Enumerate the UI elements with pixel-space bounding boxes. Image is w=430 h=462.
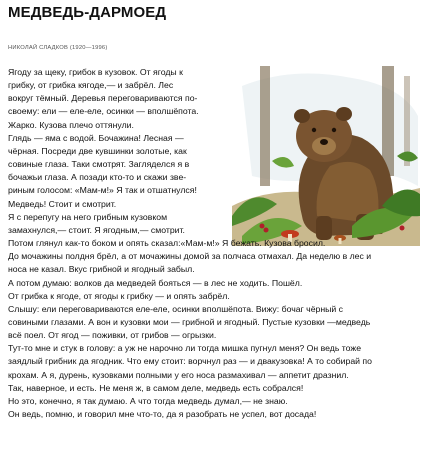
story-line: крохам. А я, дурень, кузовками полными у его носа размахивал — аппетит дразнил. <box>8 369 349 380</box>
story-line: грибку, от грибка кягоде,— и забрёл. Лес <box>8 80 174 91</box>
story-line: совиными глазами. А вон и кузовки мои — грибной и ягодный. Пустые кузовки —медведь <box>8 316 371 327</box>
story-line: риным голосом: «Мам-м!» Я так и отшатнулся! <box>8 185 197 196</box>
story-line: Ягоду за щеку, грибок в кузовок. От ягоды к <box>8 67 183 77</box>
story-line: замахнулся,— стоит. Я ягодным,— смотрит. <box>8 224 185 235</box>
story-line: совиные глаза. Таки смотрят. Загляделся я в <box>8 159 190 170</box>
story-line: носа не казал. Вкус грибной и ягодный забыл. <box>8 264 195 275</box>
author-byline: НИКОЛАЙ СЛАДКОВ (1920—1996) <box>8 45 108 51</box>
story-line: бочажьи глаза. А позади кто-то и скажи зве- <box>8 172 187 183</box>
story-line: Тут-то мне и стук в голову: а уж не нарочно ли тогда мишка пугнул меня? Он ведь тоже <box>8 343 362 354</box>
story-text <box>8 66 424 421</box>
story-line: заядлый грибник да ягодник. Что ему стоит: ворчнул раз — и двакузовка! А то собирай по <box>8 356 372 367</box>
story-line: Глядь — яма с водой. Бочажина! Лесная — <box>8 132 184 143</box>
story-line: Жарко. Кузова плечо оттянули. <box>8 119 134 130</box>
story-line: Потом глянул как-то боком и опять сказал:«Мам-м!» Я бежать. Кузова бросил. <box>8 238 326 249</box>
story-line: Слышу: ели переговариваются еле-еле, осинки вполшёпота. Вижу: бочаг чёрный с <box>8 303 344 314</box>
story-line: Я с перепугу на него грибным кузовком <box>8 211 168 222</box>
story-line: Но это, конечно, я так думаю. А что тогда медведь думал,— не знаю. <box>8 395 288 406</box>
story-line: всё поел. От ягод — поживки, от грибов — огрызки. <box>8 330 217 341</box>
story-line: До мочажины полдня брёл, а от мочажины домой за полчаса отмахал. Да неделю в лес и <box>8 251 372 262</box>
story-line: От грибка к ягоде, от ягоды к грибку — и опять забрёл. <box>8 290 230 301</box>
page-title: МЕДВЕДЬ-ДАРМОЕД <box>8 4 167 21</box>
story-line: Так, наверное, и есть. Не меня ж, в самом деле, медведь есть собрался! <box>8 382 304 393</box>
story-line: Он ведь, помню, и говорил мне что-то, да я разобрать не успел, вот досада! <box>8 409 317 420</box>
story-line: Медведь! Стоит и смотрит. <box>8 198 117 209</box>
story-line: чёрная. Посреди две кувшинки золотые, как <box>8 145 187 156</box>
story-line: вокруг тёмный. Деревья переговариваются по- <box>8 93 198 104</box>
story-line: своему: ели — еле-еле, осинки — вполшёпота. <box>8 106 199 117</box>
story-line: А потом думаю: волков да медведей бояться — в лес не ходить. Пошёл. <box>8 277 303 288</box>
